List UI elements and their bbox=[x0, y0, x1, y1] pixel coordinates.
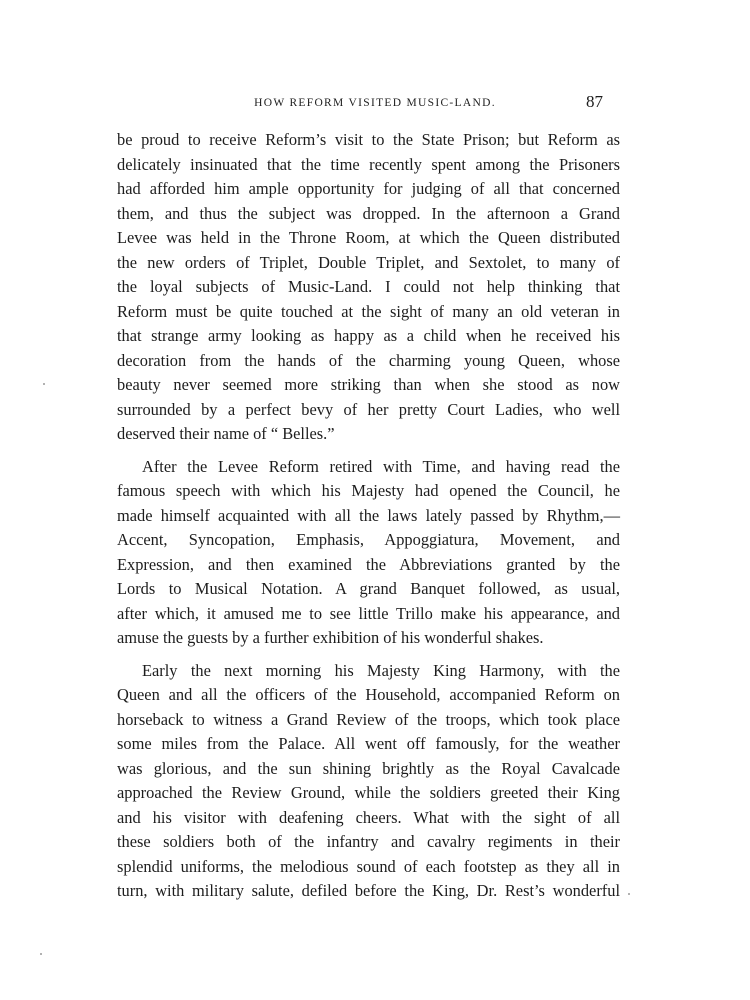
text-line: After the Levee Reform retired with Time, and having read the bbox=[142, 456, 620, 476]
text-line: some miles from the Palace. All went off famously, for the weather bbox=[117, 734, 620, 753]
text-line: was glorious, and the sun shining brightly as the Royal Cavalcade bbox=[117, 758, 620, 778]
body-text bbox=[117, 128, 620, 912]
text-line: famous speech with which his Majesty had opened the Council, he bbox=[117, 481, 620, 500]
paragraph-1 bbox=[117, 128, 620, 447]
text-line: Queen and all the officers of the Household, accompanied Reform on bbox=[117, 685, 620, 704]
text-line: had afforded him ample opportunity for judging of all that concerned bbox=[117, 179, 620, 198]
text-line: surrounded by a perfect bevy of her pretty Court Ladies, who well bbox=[117, 399, 620, 419]
text-line: Reform must be quite touched at the sight of many an old veteran in bbox=[117, 301, 620, 321]
text-line: and his visitor with deafening cheers. What with the sight of all bbox=[117, 807, 620, 827]
text-line: amuse the guests by a further exhibition of his wonderful shakes. bbox=[117, 628, 544, 647]
paper-speck bbox=[43, 383, 45, 385]
text-line: the new orders of Triplet, Double Triplet, and Sextolet, to many of bbox=[117, 252, 620, 272]
paper-speck bbox=[628, 893, 630, 895]
text-line: be proud to receive Reform’s visit to the State Prison; but Reform as bbox=[117, 130, 620, 149]
text-line: horseback to witness a Grand Review of the troops, which took place bbox=[117, 709, 620, 729]
text-line: the loyal subjects of Music-Land. I could not help thinking that bbox=[117, 277, 620, 296]
text-line: Lords to Musical Notation. A grand Banquet followed, as usual, bbox=[117, 579, 620, 598]
text-line: them, and thus the subject was dropped. In the afternoon a Grand bbox=[117, 203, 620, 223]
text-line: Accent, Syncopation, Emphasis, Appoggiatura, Movement, and bbox=[117, 530, 620, 549]
text-line: decoration from the hands of the charming young Queen, whose bbox=[117, 350, 620, 370]
paragraph-3 bbox=[117, 659, 620, 904]
text-line: turn, with military salute, defiled before the King, Dr. Rest’s wonderful bbox=[117, 881, 620, 900]
running-title: HOW REFORM VISITED MUSIC-LAND. bbox=[254, 97, 496, 109]
text-line: beauty never seemed more striking than when she stood as now bbox=[117, 375, 620, 394]
paragraph-2 bbox=[117, 455, 620, 651]
text-line: splendid uniforms, the melodious sound of each footstep as they all in bbox=[117, 856, 620, 876]
text-line: delicately insinuated that the time recently spent among the Prisoners bbox=[117, 154, 620, 174]
text-line: these soldiers both of the infantry and cavalry regiments in their bbox=[117, 832, 620, 851]
text-line: Expression, and then examined the Abbreviations granted by the bbox=[117, 554, 620, 574]
paper-speck bbox=[40, 953, 42, 955]
text-line: that strange army looking as happy as a child when he received his bbox=[117, 326, 620, 345]
text-line: made himself acquainted with all the laws lately passed by Rhythm,— bbox=[117, 505, 620, 525]
text-line: approached the Review Ground, while the soldiers greeted their King bbox=[117, 783, 620, 802]
text-line: Levee was held in the Throne Room, at which the Queen distributed bbox=[117, 228, 620, 247]
text-line: Early the next morning his Majesty King Harmony, with the bbox=[142, 660, 620, 680]
page-number: 87 bbox=[586, 92, 603, 111]
text-line: deserved their name of “ Belles.” bbox=[117, 424, 335, 443]
text-line: after which, it amused me to see little Trillo make his appearance, and bbox=[117, 603, 620, 623]
